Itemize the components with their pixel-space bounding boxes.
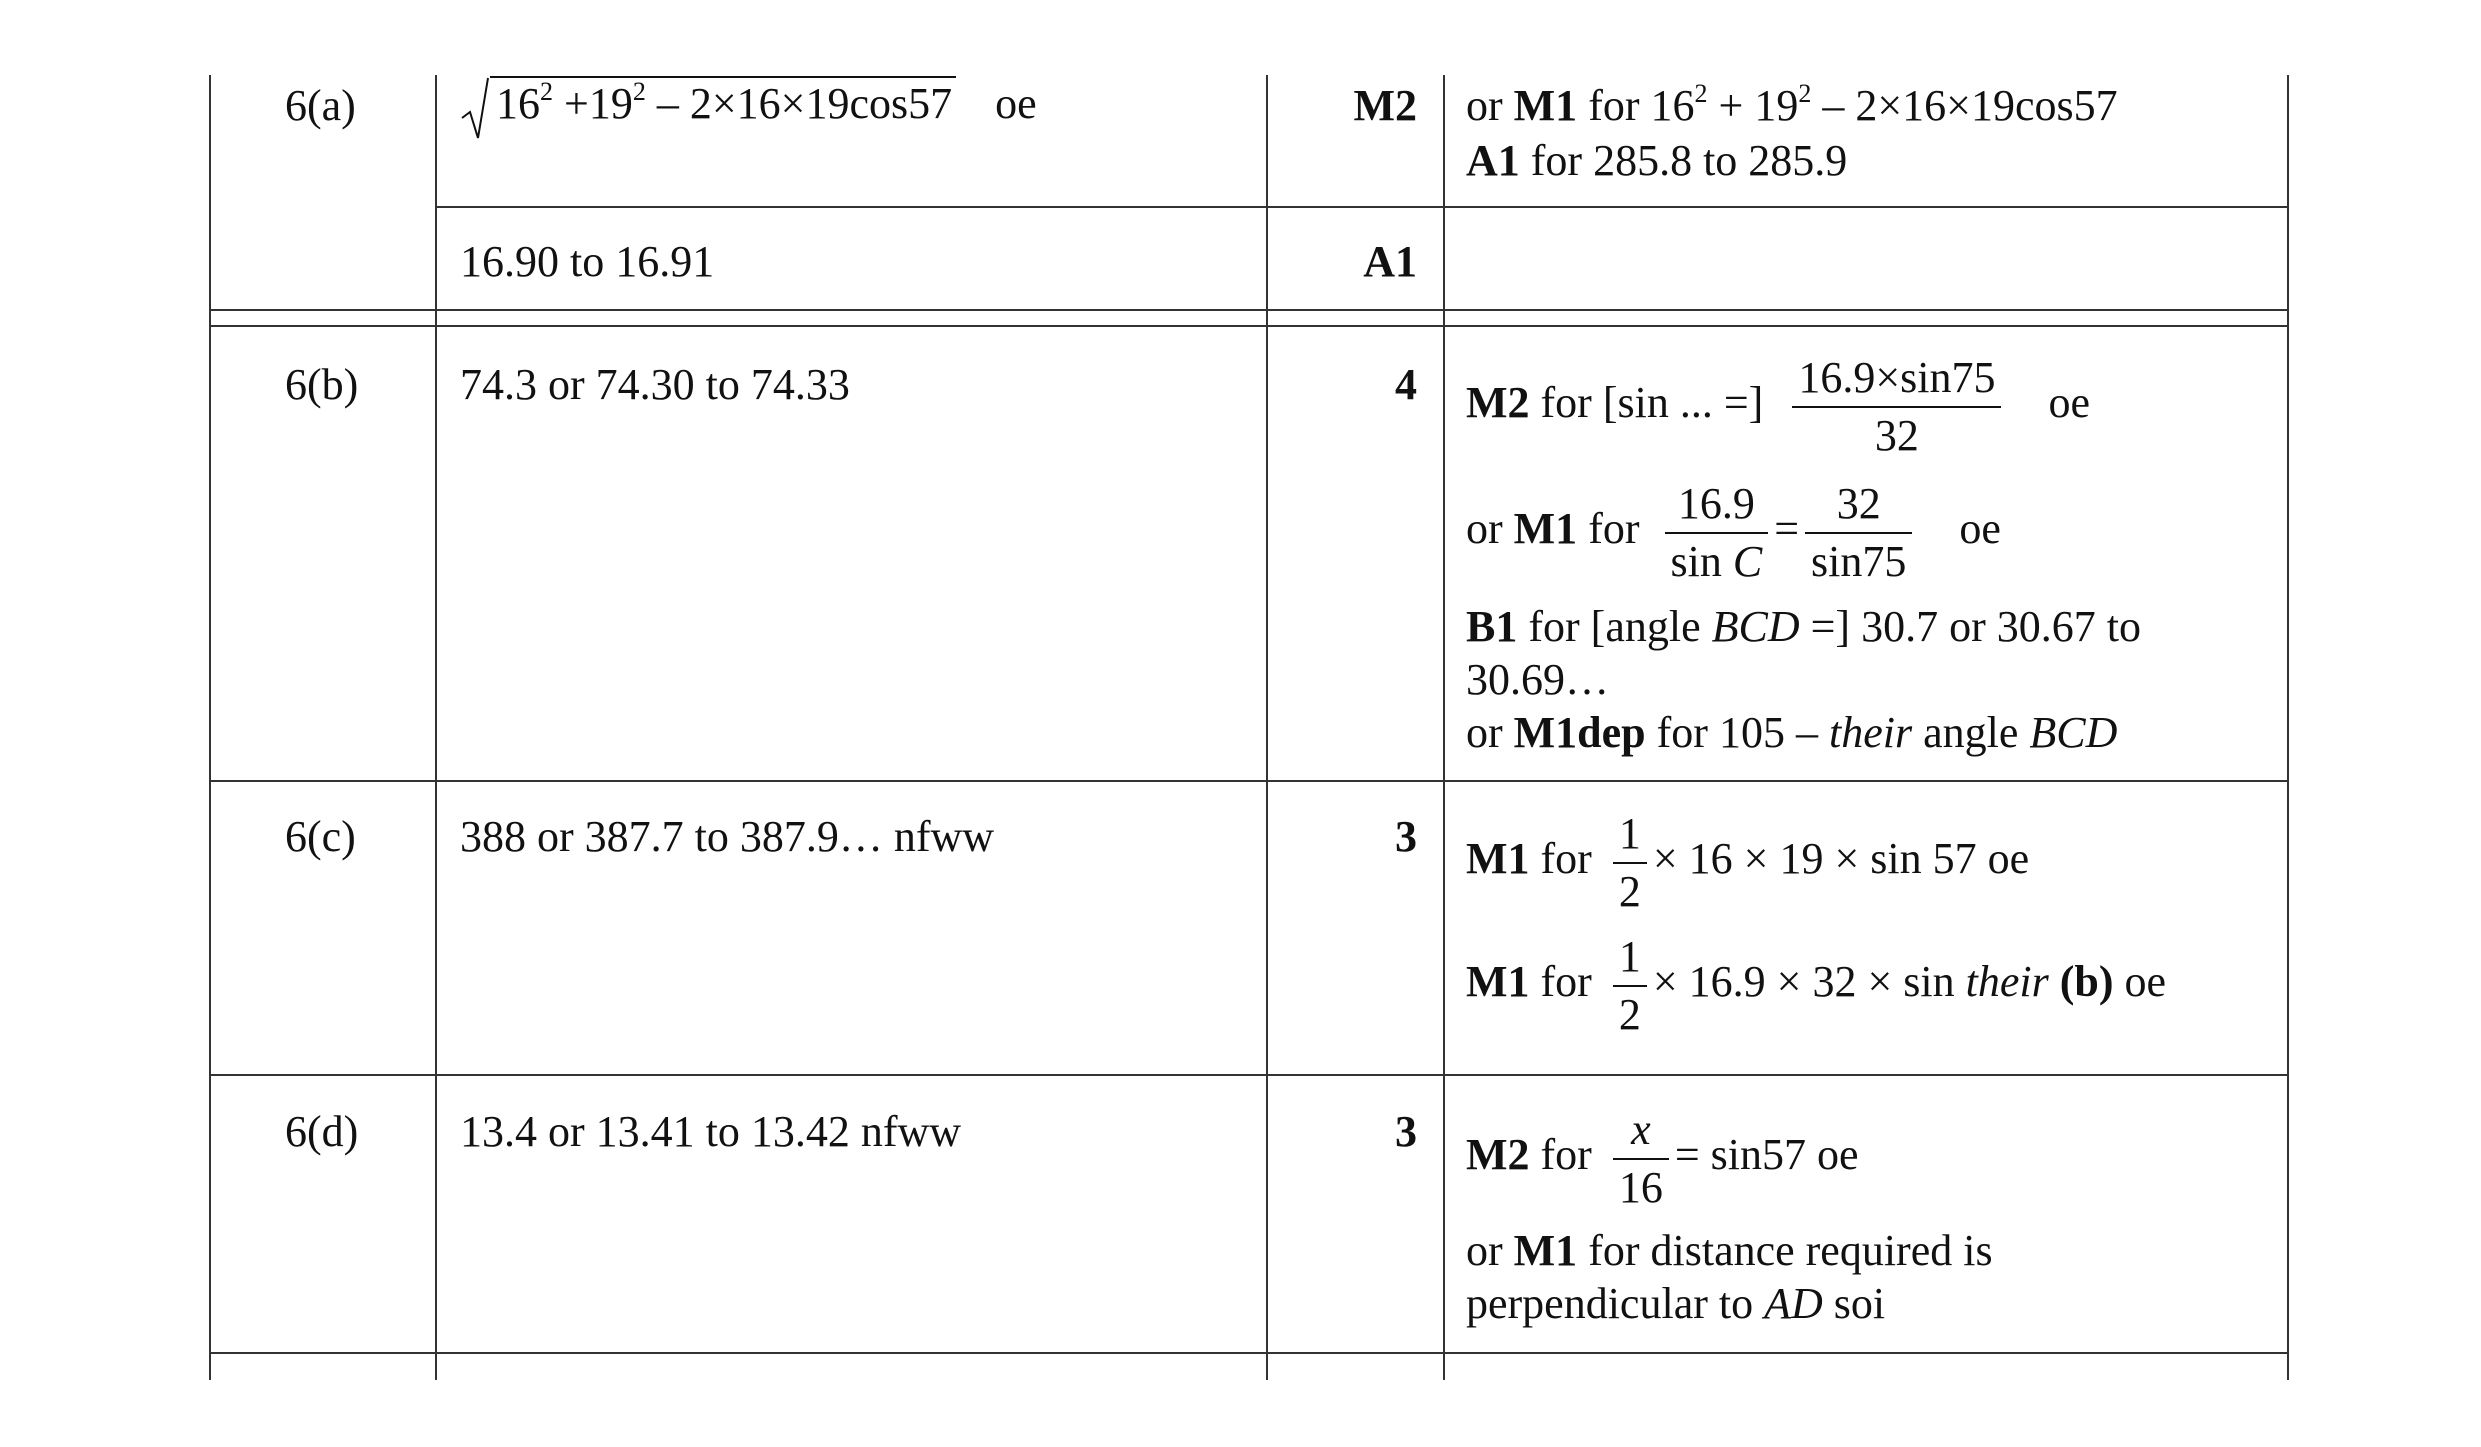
- answer-6a-term-2: +19: [553, 79, 633, 128]
- answer-6c: 388 or 387.7 to 387.9… nfww: [460, 812, 995, 861]
- guidance-6d-line-2: or M1 for distance required is: [1466, 1226, 1993, 1275]
- question-label-6d: 6(d): [285, 1107, 359, 1156]
- grid-vline-2: [435, 75, 437, 1380]
- guidance-6a-line-2: A1 for 285.8 to 285.9: [1466, 136, 1848, 185]
- guidance-6c-line-1: M1 for $\frac{1}{2}$ × 16 × 19 × sin 57 oe: [1466, 809, 2030, 916]
- mark-6a-final: A1: [1363, 237, 1417, 286]
- guidance-6d-line-3: perpendicular to AD soi: [1466, 1279, 1886, 1328]
- mark-6a: M2: [1353, 81, 1417, 130]
- guidance-6b-line-2: or M1 for $\frac{16.9}{\text{sin C}}$ = $\frac{32}{\sin 75}$ oe: [1466, 479, 2001, 586]
- question-label-6a: 6(a): [285, 81, 356, 130]
- answer-6a-exp-2: 2: [632, 77, 646, 106]
- guidance-6d-line-1: M2 for $\frac{x}{16}$ = sin57 oe: [1466, 1105, 1859, 1212]
- guidance-6a-line-1: or M1 for $16^2 + 19^2 - 2\times 16\times 19\cos 57$: [1466, 79, 2118, 130]
- grid-hline-a-end-2: [209, 325, 2289, 327]
- grid-hline-c-end: [209, 1074, 2289, 1076]
- mark-6c: 3: [1395, 812, 1417, 861]
- question-label-6c: 6(c): [285, 812, 356, 861]
- grid-hline-a-split: [435, 206, 2289, 208]
- radical-sign-icon: [460, 76, 490, 146]
- answer-6a-oe: oe: [995, 79, 1037, 128]
- guidance-6b-line-1: M2 for [sin ... =] $\frac{16.9\times\sin 75}{32}$ oe: [1466, 353, 2091, 460]
- grid-vline-4: [1443, 75, 1445, 1380]
- guidance-6b-line-4: 30.69…: [1466, 655, 1609, 704]
- question-label-6b: 6(b): [285, 360, 359, 409]
- fraction-half-1: $\frac{1}{2}$: [1613, 812, 1647, 914]
- grid-hline-d-end: [209, 1352, 2289, 1354]
- grid-vline-1: [209, 75, 211, 1380]
- answer-6a-exp-1: 2: [540, 77, 553, 106]
- grid-hline-a-end-1: [209, 309, 2289, 311]
- fraction-x-over-16: $\frac{x}{16}$: [1613, 1108, 1669, 1210]
- fraction-sine-rule-left: $\frac{16.9}{\text{sin C}}$: [1665, 482, 1769, 584]
- mark-6b: 4: [1395, 360, 1417, 409]
- grid-vline-3: [1266, 75, 1268, 1380]
- grid-vline-5: [2287, 75, 2289, 1380]
- answer-6d: 13.4 or 13.41 to 13.42 nfww: [460, 1107, 962, 1156]
- mark-6d: 3: [1395, 1107, 1417, 1156]
- answer-6a-term-3: – 2×16×19cos57: [645, 79, 953, 128]
- fraction-sin-ratio: $\frac{16.9\times\sin 75}{32}$: [1792, 356, 2001, 458]
- fraction-half-2: $\frac{1}{2}$: [1613, 935, 1647, 1037]
- square-root-expression: [460, 76, 956, 126]
- answer-6b: 74.3 or 74.30 to 74.33: [460, 360, 850, 409]
- guidance-6b-line-5: or M1dep for 105 – their angle BCD: [1466, 708, 2118, 757]
- grid-hline-b-end: [209, 780, 2289, 782]
- answer-6a: [460, 76, 1037, 126]
- answer-6a-final: 16.90 to 16.91: [460, 237, 715, 286]
- answer-6a-term-1: 16: [496, 79, 540, 128]
- guidance-6c-line-2: M1 for $\frac{1}{2}$ × 16.9 × 32 × sin their (b) oe: [1466, 932, 2167, 1039]
- guidance-6b-line-3: B1 for [angle BCD =] 30.7 or 30.67 to: [1466, 602, 2141, 651]
- fraction-sine-rule-right: $\frac{32}{\sin 75}$: [1805, 482, 1912, 584]
